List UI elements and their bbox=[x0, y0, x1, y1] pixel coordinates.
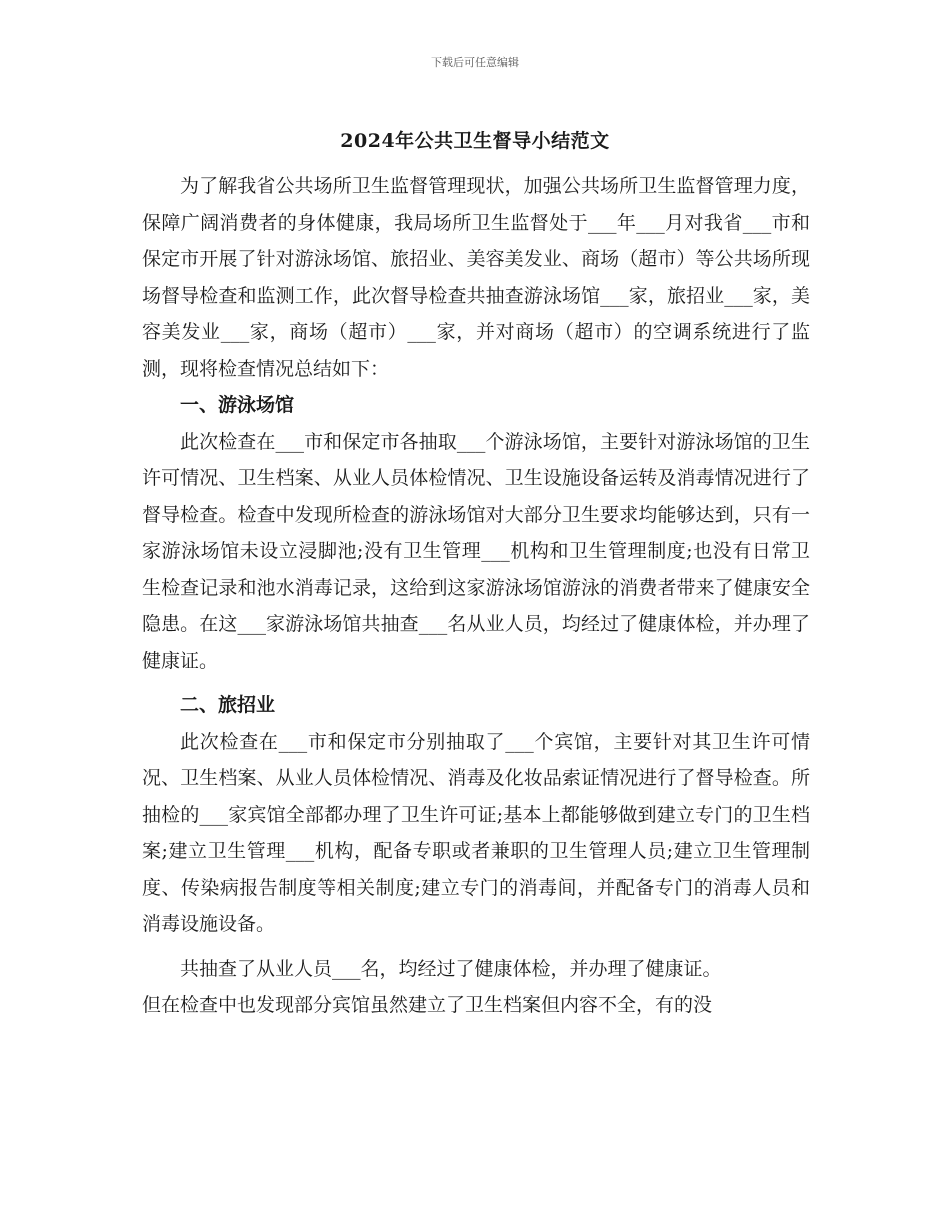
header-note: 下载后可任意编辑 bbox=[431, 56, 519, 69]
section-paragraph-hotel-1: 此次检查在___市和保定市分别抽取了___个宾馆，主要针对其卫生许可情况、卫生档案、从业人员体检情况、消毒及化妆品索证情况进行了督导检查。所抽检的___家宾馆全部都办理了卫生许可证;基本上都能够做到建立专门的卫生档案;建立卫生管理___机构，配备专职或者兼职的卫生管理人员;建立卫生管理制度、传染病报告制度等相关制度;建立专门的消毒间，并配备专门的消毒人员和消毒设施设备。 bbox=[142, 730, 810, 935]
document-title: 2024年公共卫生督导小结范文 bbox=[340, 130, 610, 152]
section-heading-swimming: 一、游泳场馆 bbox=[180, 394, 295, 416]
intro-paragraph: 为了解我省公共场所卫生监督管理现状，加强公共场所卫生监督管理力度，保障广阔消费者的身体健康，我局场所卫生监督处于___年___月对我省___市和保定市开展了针对游泳场馆、旅招业、美容美发业、商场（超市）等公共场所现场督导检查和监测工作，此次督导检查共抽查游泳场馆___家，旅招业___家，美容美发业___家，商场（超市）___家，并对商场（超市）的空调系统进行了监测，现将检查情况总结如下： bbox=[142, 175, 810, 380]
section-heading-hotel: 二、旅招业 bbox=[180, 694, 276, 716]
section-paragraph-swimming: 此次检查在___市和保定市各抽取___个游泳场馆，主要针对游泳场馆的卫生许可情况、卫生档案、从业人员体检情况、卫生设施设备运转及消毒情况进行了督导检查。检查中发现所检查的游泳场馆对大部分卫生要求均能够达到，只有一家游泳场馆未设立浸脚池;没有卫生管理___机构和卫生管理制度;也没有日常卫生检查记录和池水消毒记录，这给到这家游泳场馆游泳的消费者带来了健康安全隐患。在这___家游泳场馆共抽查___名从业人员，均经过了健康体检，并办理了健康证。 bbox=[142, 430, 810, 672]
section-paragraph-hotel-2: 共抽查了从业人员___名，均经过了健康体检，并办理了健康证。 bbox=[180, 957, 722, 980]
section-paragraph-hotel-3: 但在检查中也发现部分宾馆虽然建立了卫生档案但内容不全，有的没 bbox=[142, 994, 713, 1016]
document-body bbox=[142, 168, 810, 1024]
